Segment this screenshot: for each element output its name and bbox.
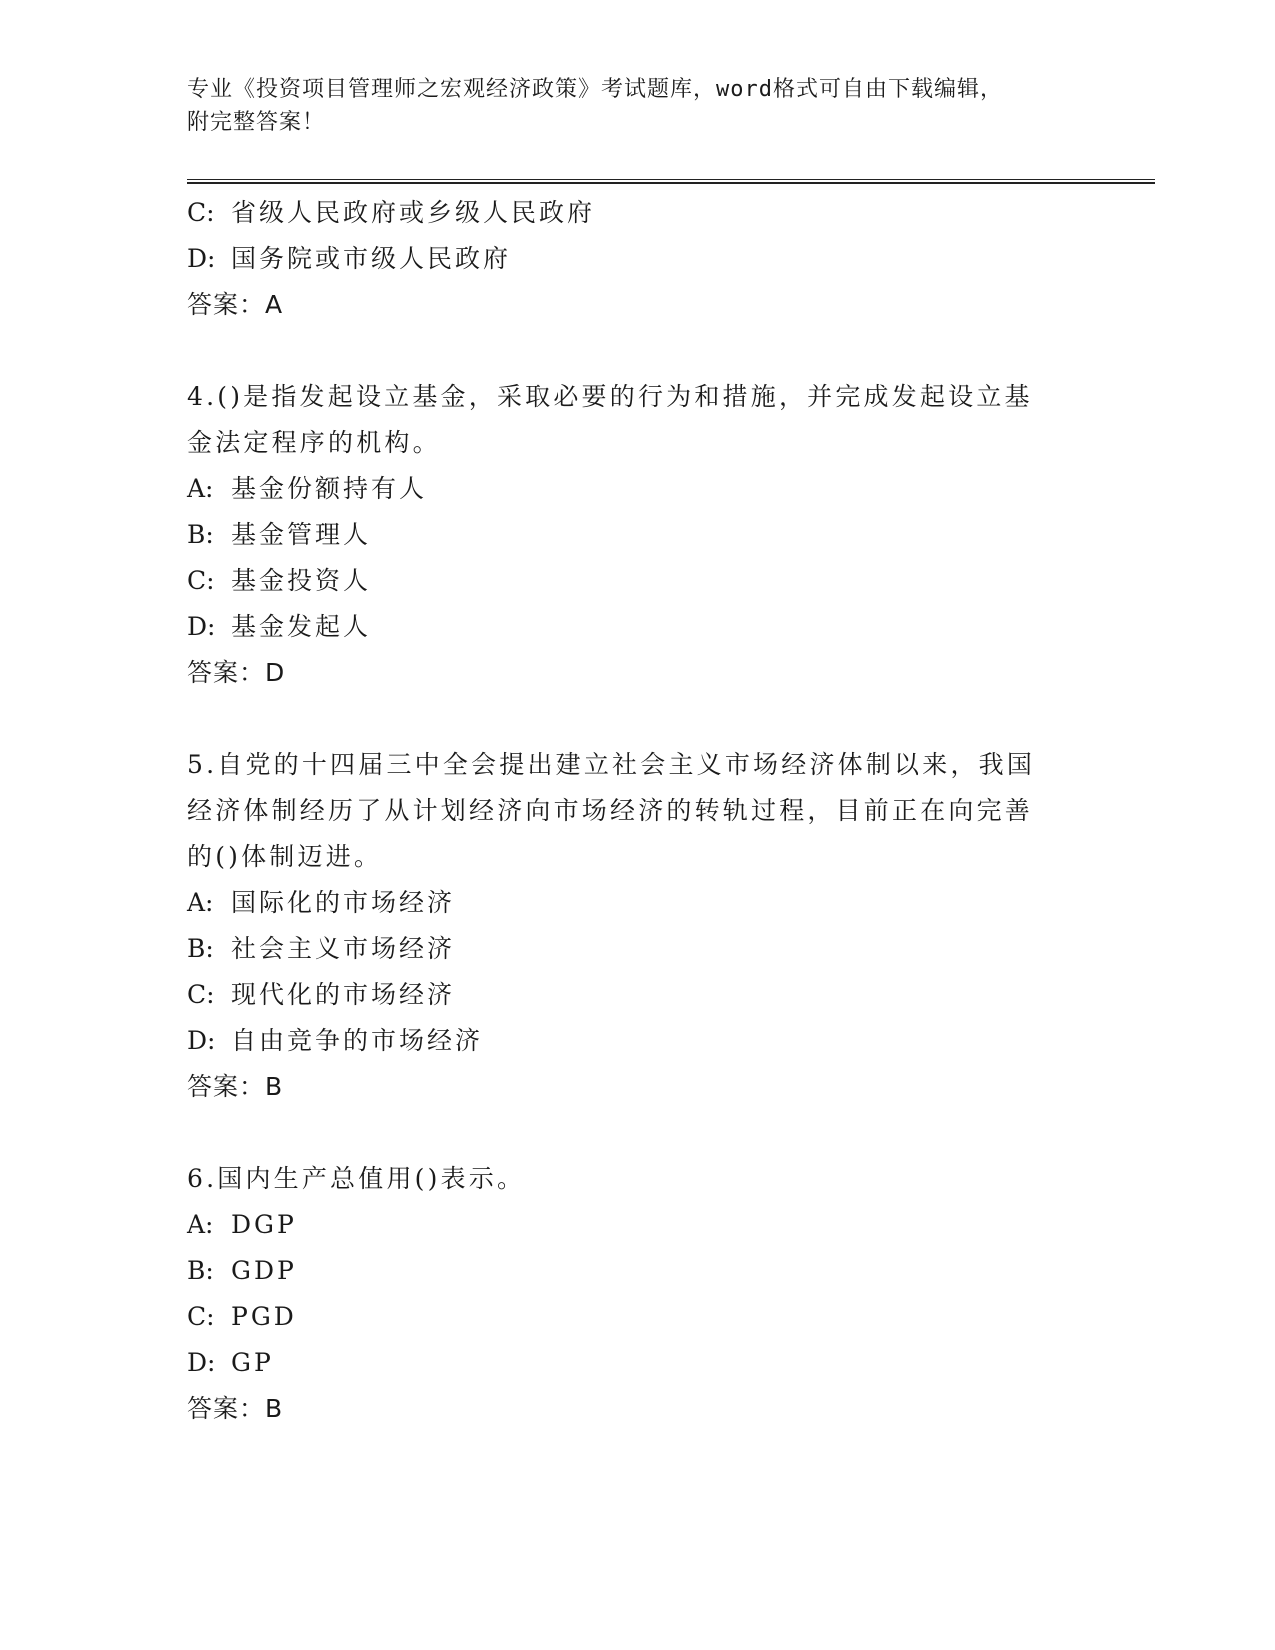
question-stem-line: 6.国内生产总值用()表示。	[187, 1164, 526, 1193]
option-a	[187, 1202, 1087, 1248]
option-c	[187, 558, 1087, 604]
spacer	[187, 328, 1087, 374]
option-a	[187, 880, 1087, 926]
option-key: B:	[187, 934, 214, 963]
answer-label: 答案：B	[187, 1394, 284, 1423]
option-text: DGP	[231, 1210, 297, 1239]
option-text: 社会主义市场经济	[231, 934, 456, 963]
option-key: D:	[187, 612, 216, 641]
option-key: C:	[187, 566, 215, 595]
option-a	[187, 466, 1087, 512]
option-key: B:	[187, 520, 214, 549]
option-text: GP	[231, 1348, 274, 1377]
header-rule-thick	[187, 182, 1155, 184]
answer-label: 答案：B	[187, 1072, 284, 1101]
option-d	[187, 604, 1087, 650]
question-list	[187, 190, 1087, 1432]
option-key: A:	[187, 1210, 214, 1239]
option-text: 基金投资人	[231, 566, 372, 595]
option-c	[187, 190, 1087, 236]
option-key: D:	[187, 1348, 216, 1377]
answer-label: 答案：D	[187, 658, 286, 687]
question-6	[187, 1156, 1087, 1432]
option-text: GDP	[231, 1256, 297, 1285]
option-c	[187, 1294, 1087, 1340]
option-b	[187, 1248, 1087, 1294]
option-d	[187, 236, 1087, 282]
option-key: A:	[187, 474, 214, 503]
option-key: B:	[187, 1256, 214, 1285]
question-stem-line: 4.()是指发起设立基金，采取必要的行为和措施，并完成发起设立基	[187, 382, 1033, 411]
option-text: PGD	[231, 1302, 297, 1331]
option-text: 国务院或市级人民政府	[231, 244, 512, 273]
option-text: 基金管理人	[231, 520, 372, 549]
option-text: 基金份额持有人	[231, 474, 428, 503]
option-d	[187, 1018, 1087, 1064]
question-stem-line: 的()体制迈进。	[187, 842, 383, 871]
option-key: C:	[187, 198, 215, 227]
question-stem-line: 金法定程序的机构。	[187, 428, 441, 457]
document-header	[187, 73, 1067, 139]
option-text: 自由竞争的市场经济	[231, 1026, 484, 1055]
option-d	[187, 1340, 1087, 1386]
answer-label: 答案：A	[187, 290, 284, 319]
option-key: D:	[187, 244, 216, 273]
header-rule-thin	[187, 179, 1155, 180]
option-key: D:	[187, 1026, 216, 1055]
option-text: 基金发起人	[231, 612, 372, 641]
question-stem-line: 经济体制经历了从计划经济向市场经济的转轨过程，目前正在向完善	[187, 796, 1034, 825]
option-text: 省级人民政府或乡级人民政府	[231, 198, 596, 227]
question-5	[187, 742, 1087, 1110]
question-3	[187, 190, 1087, 328]
option-text: 现代化的市场经济	[231, 980, 456, 1009]
option-b	[187, 512, 1087, 558]
spacer	[187, 696, 1087, 742]
option-c	[187, 972, 1087, 1018]
option-key: A:	[187, 888, 214, 917]
option-key: C:	[187, 1302, 215, 1331]
question-4	[187, 374, 1087, 696]
option-text: 国际化的市场经济	[231, 888, 456, 917]
header-line-1: 专业《投资项目管理师之宏观经济政策》考试题库，word格式可自由下载编辑，	[187, 77, 1003, 102]
question-stem-line: 5.自党的十四届三中全会提出建立社会主义市场经济体制以来，我国	[187, 750, 1036, 779]
option-b	[187, 926, 1087, 972]
option-key: C:	[187, 980, 215, 1009]
spacer	[187, 1110, 1087, 1156]
header-line-2: 附完整答案！	[187, 110, 326, 135]
